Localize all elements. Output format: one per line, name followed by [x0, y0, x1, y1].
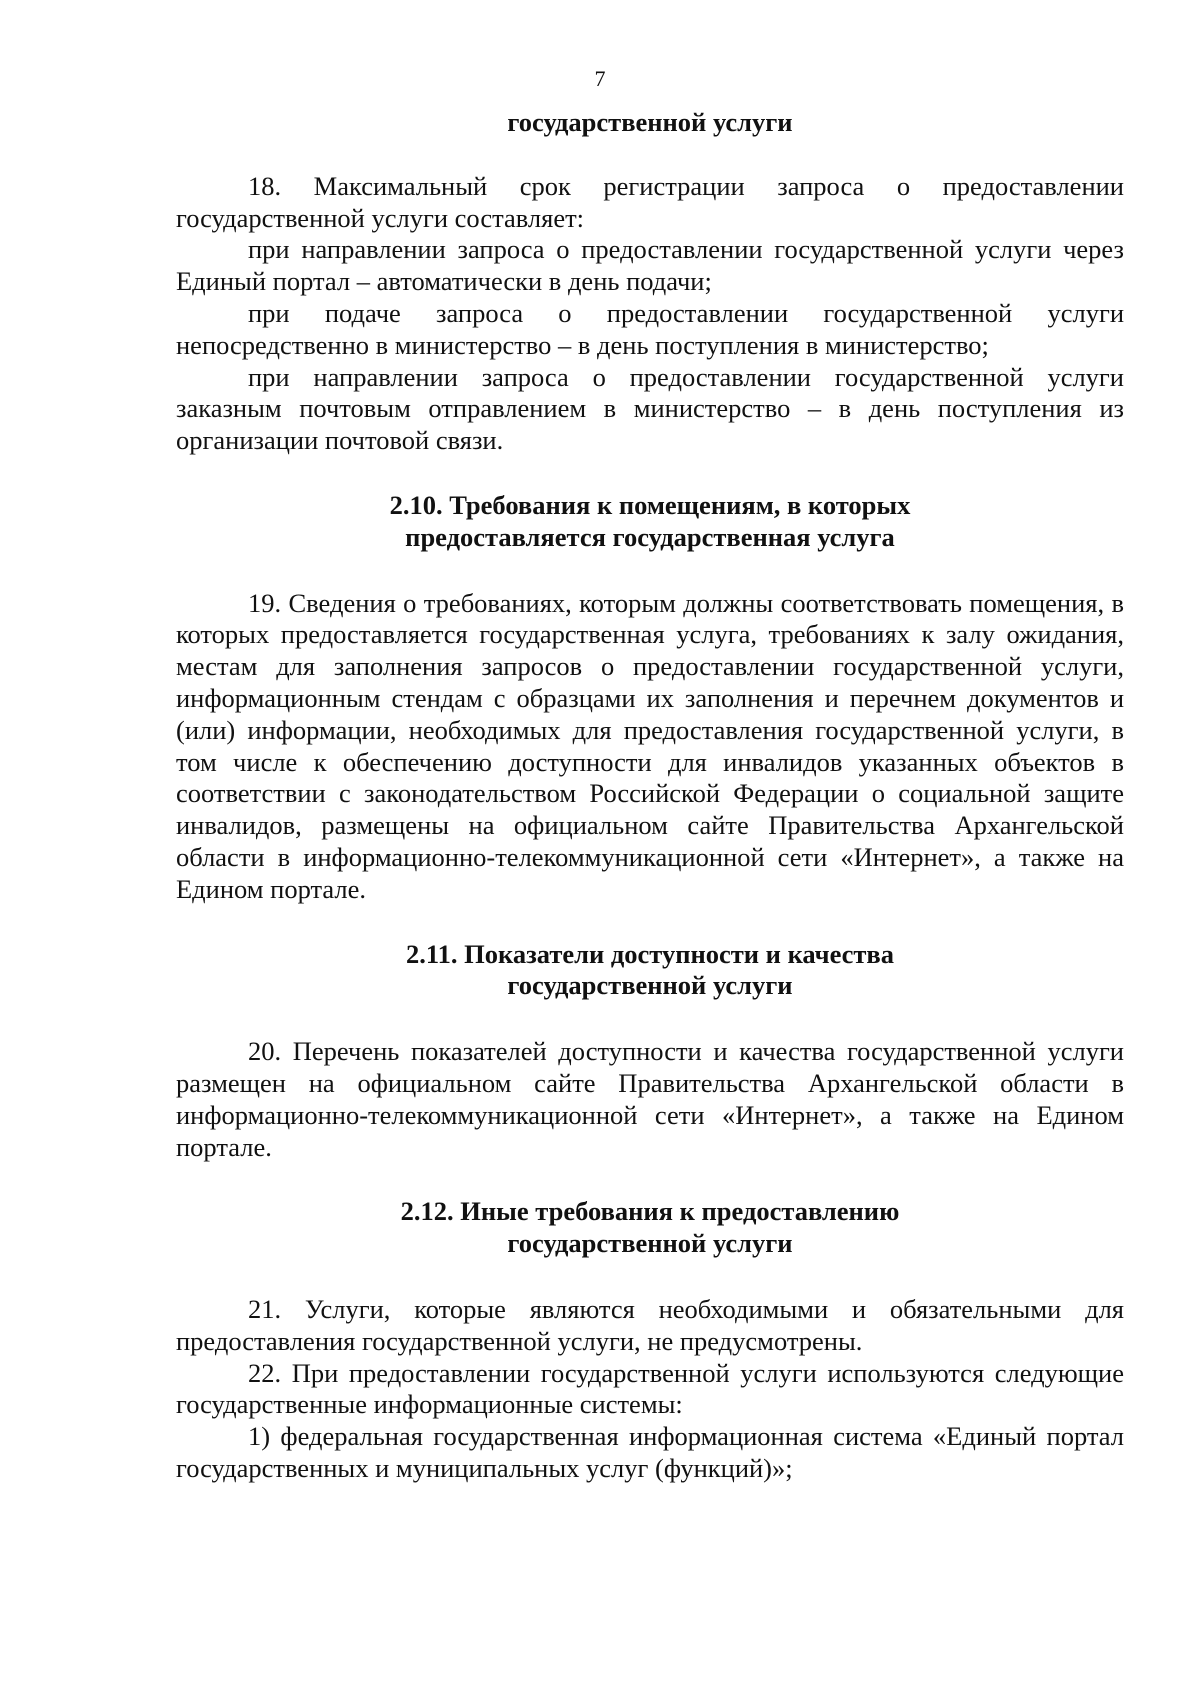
- section-2-12-body: [176, 1294, 1124, 1485]
- paragraph-18-item-mail: при направлении запроса о предоставлении государственной услуги заказным почтовым отправлением в министерство – в день поступления из организации почтовой связи.: [176, 361, 1124, 456]
- continued-section-heading: государственной услуги: [507, 107, 793, 137]
- page-number: 7: [594, 66, 606, 91]
- section-2-11-title: [176, 939, 1124, 1003]
- section-title-line: 2.11. Показатели доступности и качества: [405, 938, 894, 969]
- section-title-line: 2.10. Требования к помещениям, в которых: [389, 489, 911, 520]
- paragraph-19: 19. Сведения о требованиях, которым должны соответствовать помещения, в которых предоставляется государственная услуга, требованиях к залу ожидания, местам для заполнения запросов о предоставлении государственной услуги, информационным стендам с образцами их заполнения и перечнем документов и (или) информации, необходимых для предоставления государственной услуги, в том числе к обеспечению доступности для инвалидов указанных объектов в соответствии с законодательством Российской Федерации о социальной защите инвалидов, размещены на официальном сайте Правительства Архангельской области в информационно-телекоммуникационной сети «Интернет», а также на Едином портале.: [176, 587, 1124, 904]
- paragraph-21: 21. Услуги, которые являются необходимыми и обязательными для предоставления государственной услуги, не предусмотрены.: [176, 1293, 1124, 1356]
- paragraph-22-item-1: 1) федеральная государственная информационная система «Единый портал государственных и муниципальных услуг (функций)»;: [176, 1421, 1124, 1483]
- paragraph-18-item-direct: при подаче запроса о предоставлении государственной услуги непосредственно в министерство – в день поступления в министерство;: [176, 297, 1124, 360]
- section-title-line: государственной услуги: [507, 970, 793, 1001]
- section-2-10-body: [176, 588, 1124, 906]
- section-2-11-body: [176, 1036, 1124, 1163]
- section-title-line: государственной услуги: [507, 1228, 793, 1259]
- paragraph-18-item-portal: при направлении запроса о предоставлении государственной услуги через Единый портал – автоматически в день подачи;: [176, 234, 1124, 297]
- paragraph-22: 22. При предоставлении государственной услуги используются следующие государственные информационные системы:: [176, 1357, 1124, 1420]
- section-2-10-title: [176, 490, 1124, 554]
- section-title-line: предоставляется государственная услуга: [405, 521, 895, 552]
- paragraph-18: 18. Максимальный срок регистрации запроса о предоставлении государственной услуги составляет:: [176, 170, 1124, 233]
- section-2-9-body: [176, 171, 1124, 457]
- document-body: [176, 107, 1124, 1485]
- section-2-12-title: [176, 1196, 1124, 1260]
- section-title-line: 2.12. Иные требования к предоставлению: [400, 1196, 900, 1227]
- paragraph-20: 20. Перечень показателей доступности и качества государственной услуги размещен на официальном сайте Правительства Архангельской области в информационно-телекоммуникационной сети «Интернет», а также на Едином портале.: [176, 1036, 1124, 1162]
